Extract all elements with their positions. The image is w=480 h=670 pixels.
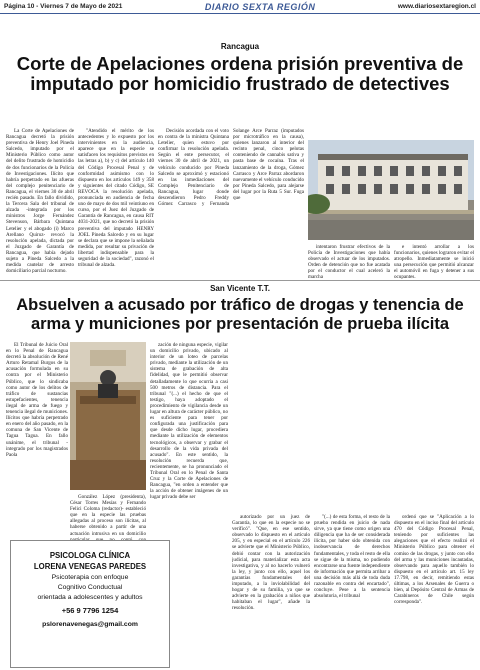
article-divider [0, 280, 480, 281]
psychologist-ad[interactable] [10, 540, 170, 668]
ad-title-2: LORENA VENEGAS PAREDES [33, 562, 147, 571]
website-link[interactable]: www.diariosextaregion.cl [397, 3, 476, 10]
article1-column-5 [394, 244, 474, 280]
prison-photo [308, 140, 474, 240]
newspaper-brand[interactable]: DIARIO SEXTA REGIÓN [204, 1, 316, 12]
article1-text-1: La Corte de Apelaciones de Rancagua decretó la prisión preventiva de Henry Joel Pineda Salcedo, imputado por el Ministerio Público como autor del delito frustrado de homicidio de dos funcionarios de la Policía de Investigaciones. Ilícito que habría perpetrado en las afueras del complejo penitenciario de Rancagua, el viernes 30 de abril recién pasado. En fallo dividido, la Tercera Sala del tribunal de alzada -integrada por los ministros Jorge Fernández Stevenson, Bárbara Quintana Letelier y el abogado (i) Marco Arellano Quiroz- revocó la resolución apelada, dictada por el Juzgado de Garantía de Rancagua, que había dejado sujeto a Pineda Salcedo a la medida cautelar de arresto domiciliario parcial nocturno. [6, 128, 74, 275]
article2-text-5: "(...) de esta forma, el resto de la prueba rendida en juicio de nada sirve, ya que tiene como origen una diligencia que ha de ser considerada ilícita, por haber sido obtenida con inobservancia de derechos fundamentales, y toda el resto de ella se sigue de la misma, no pudiendo encontrarse una fuente independiente de información que permita arribar a una decisión más allá de toda duda razonable en contra del encartado", concluye. Pese a la sentencia absolutoria, el tribunal [314, 514, 390, 600]
article1-text-2: "Atendido el mérito de los antecedentes y lo expuesto por los intervinientes en la audiencia, aparece que en la especie se satisfacen los requisitos previstos en las letras a), b) y c) del artículo 140 del Código Procesal Penal y de conformidad asimismo con lo dispuesto en los artículos 149 y 358 y siguientes del citado Código, SE REVOCA la resolución apelada, pronunciada en audiencia de fecha uno de mayo de dos mil veintiuno en curso, por el Juez del Juzgado de Garantía de Rancagua, en causa RIT 4031-2021, que no decretó la prisión preventiva del imputado HENRY JOEL Pineda Salcedo y en su lugar se declara que se impone la señalada medida, por resultar su privación de libertad indispensable para la seguridad de la sociedad", razonó el tribunal de alzada. [78, 128, 154, 269]
article2-text-6: ordenó que se "Aplicación a lo dispuesto en el inciso final del artículo 470 del Código Procesal Penal, teniendo por suficientes las alegaciones que el efecto realizó el Ministerio Público para obtener el comiso de las drogas, y junto con ello del arma y las municiones incautadas, observando para aquello también lo dispuesto en el artículo art. 15 ley 17.798, en decir, remitiendo estas últimas, a los Arsenales de Guerra o bien, al Depósito Central de Armas de Carabineros de Chile según corresponda". [394, 514, 474, 606]
ad-line-1: Psicoterapia con enfoque [51, 574, 129, 581]
article1-column-3 [158, 128, 304, 238]
article2-text-1b: González López (presidenta), César Torres Mesías y Fernando Felici Coloma (redactor)- estableció que en la especie las pruebas allegadas al proceso son ilícitas, al haberse obtenido a partir de una actuación intrusiva en un domicilio [70, 494, 146, 537]
article2-text-3: zación de ninguna especie, vigilar un domicilio privado, ubicado al interior de un loteo de parcelas privado, mediante la utilización de un sistema de grabación de alta fidelidad, que le permitió observar detalladamente lo que ocurría a casi 500 metros de distancia. Para el tribunal "(...) el hecho de que el testigo, haya adoptado el procedimiento de vigilancia desde un lugar en altura de carácter público, no es suficiente para tener por configurada una justificación para que desde dicho lugar, procediera mediante la utilización de elementos tecnológicos, a observar y grabar el desarrollo de la vida privada del acusado". En este sentido, la resolución recuerda que, recientemente, se ha pronunciado el Tribunal Oral en lo Penal de Santa Cruz y la Corte de Apelaciones de Rancagua, "en orden a entender que la acción de obtener imágenes de un lugar privado debe ser [150, 342, 228, 501]
article1-column-1 [6, 128, 74, 278]
article2-text-4: autorizado por un juez de Garantía, lo que en la especie no se verificó". "Que, en ese sentido, observado lo dispuesto en el artículo 205, y en especial en el artículo 226 se advierte que el Ministerio Público, debió contar con la autorización judicial, para materializar esta acta investigativa, y al no hacerlo vulneró la ley, y junto con ello, aquel los garantías fundamentales del imputado, a la inviolabilidad del hogar y de su familia, ya que se advierte en la grabación a niños que habitaban el lugar", añade la resolución. [232, 514, 310, 612]
headline-2: Absuelven a acusado por tráfico de drogas y tenencia de arma y municiones por presentación de prueba ilícita [16, 296, 464, 333]
article2-text-1: El Tribunal de Juicio Oral en lo Penal de Rancagua decretó la absolución de René Arturo Retamal Burgos de la acusación formulada en su contra por el Ministerio Público, que lo sindicaba como autor de los delitos de tráfico de sustancias estupefacientes, tenencia ilegal de arma de fuego y tenencia ilegal de municiones. Ilícitos que habría perpetrado en enero del año pasado, en la comuna de San Vicente de Tagua Tagua. En fallo unánime, el tribunal -integrado por los magistrados Paola [6, 342, 68, 458]
ad-line-2: Cognitivo Conductual [57, 584, 123, 591]
courtroom-photo [70, 342, 146, 490]
page-header [0, 0, 480, 14]
section-label-1: Rancagua [220, 42, 260, 51]
article2-column-1 [6, 342, 68, 532]
article2-column-1b [70, 494, 146, 542]
article2-column-5 [314, 514, 390, 667]
section-label-2: San Vicente T.T. [210, 284, 270, 293]
courtroom-image [70, 342, 146, 490]
headline-1: Corte de Apelaciones ordena prisión preventiva de imputado por homicidio frustrado de detectives [16, 53, 464, 94]
ad-phone[interactable]: +56 9 7796 1254 [61, 606, 119, 615]
article2-column-6 [394, 514, 474, 667]
article1-column-2 [78, 128, 154, 278]
ad-email[interactable]: pslorenavenegas@gmail.com [42, 621, 138, 628]
article2-column-4 [232, 514, 310, 667]
page-info: Página 10 - Viernes 7 de Mayo de 2021 [4, 3, 123, 10]
article1-column-4 [308, 244, 390, 280]
ad-line-3: orientada a adolescentes y adultos [37, 594, 143, 601]
article1-text-3: Decisión acordada con el voto en contra de la ministra Quintana Letelier, quien estuvo por confirmar la resolución apelada. Según el ente persecutor, el viernes 30 de abril de 2021, un vehículo conducido por Pineda Salcedo se aproximó y estacionó en las inmediaciones del Complejo Penitenciario de Rancagua, lugar donde descendieron Pedro Freddy Gómez Carrasco y Fernanda Solange Arce Parraz (imputados por microtráfico en la causa), quienes lanzaron al interior del recinto penal, cinco pelotas conteniendo de cannabis sativa y pasta base de cocaína. Tras el lanzamiento de la droga, Gómez Carrasco y Arce Parraz abordaron nuevamente el vehículo conducido por Pineda Salcedo, para alejarse del lugar por la Ruta 5 Sur. Fuga que [158, 128, 304, 208]
ad-title-1: PSICOLOGA CLÍNICA [49, 551, 131, 560]
article1-text-4: intentaron frustrar efectivos de la Policía de Investigaciones que había observado el actuar de los imputados. Orden de detención que no fue acatada por el conductor el cual aceleró la marcha [308, 244, 390, 280]
prison-building-image [308, 140, 474, 240]
article1-text-5: e intentó arrollar a los funcionarios, quienes lograron evitar el atropello. Inmediatamente se inició una persecución que permitió alcanzar el automóvil en fuga y detener a sus ocupantes. [394, 244, 474, 280]
